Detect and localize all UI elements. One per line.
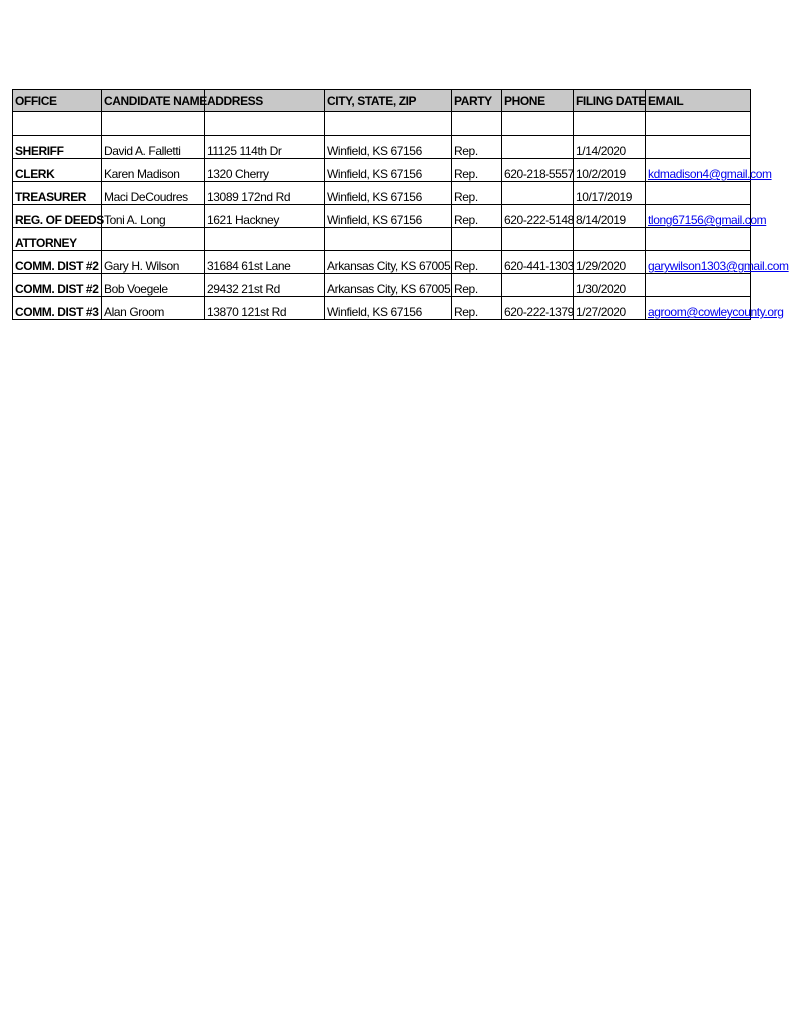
phone-cell: [502, 228, 574, 251]
office-cell: ATTORNEY: [13, 228, 102, 251]
office-cell: SHERIFF: [13, 136, 102, 159]
header-phone: PHONE: [502, 90, 574, 112]
header-party: PARTY: [452, 90, 502, 112]
filing-date-cell: [574, 228, 646, 251]
phone-cell: [502, 136, 574, 159]
table-row: [13, 182, 751, 205]
address-cell: 31684 61st Lane: [205, 251, 325, 274]
blank-cell: [452, 112, 502, 136]
phone-cell: 620-222-5148: [502, 205, 574, 228]
filing-date-cell: 10/2/2019: [574, 159, 646, 182]
candidate-name-cell: Karen Madison: [102, 159, 205, 182]
office-cell: REG. OF DEEDS: [13, 205, 102, 228]
email-link[interactable]: garywilson1303@gmail.com: [646, 251, 751, 274]
email-link[interactable]: agroom@cowleycounty.org: [646, 297, 751, 320]
party-cell: Rep.: [452, 136, 502, 159]
address-cell: [205, 228, 325, 251]
blank-cell: [102, 112, 205, 136]
city-state-zip-cell: Arkansas City, KS 67005: [325, 251, 452, 274]
candidate-name-cell: Maci DeCoudres: [102, 182, 205, 205]
header-filing-date: FILING DATE: [574, 90, 646, 112]
party-cell: Rep.: [452, 297, 502, 320]
filing-date-cell: 10/17/2019: [574, 182, 646, 205]
city-state-zip-cell: Winfield, KS 67156: [325, 297, 452, 320]
city-state-zip-cell: Winfield, KS 67156: [325, 136, 452, 159]
email-link[interactable]: tlong67156@gmail.com: [646, 205, 751, 228]
header-office: OFFICE: [13, 90, 102, 112]
candidate-name-cell: Bob Voegele: [102, 274, 205, 297]
table-row: [13, 251, 751, 274]
city-state-zip-cell: Winfield, KS 67156: [325, 159, 452, 182]
phone-cell: 620-222-1379: [502, 297, 574, 320]
table-row: [13, 274, 751, 297]
filing-date-cell: 1/14/2020: [574, 136, 646, 159]
header-candidate-name: CANDIDATE NAME: [102, 90, 205, 112]
blank-cell: [205, 112, 325, 136]
email-link[interactable]: kdmadison4@gmail.com: [646, 159, 751, 182]
email-cell: [646, 228, 751, 251]
party-cell: Rep.: [452, 182, 502, 205]
candidate-filing-table: [12, 89, 789, 320]
filing-date-cell: 1/29/2020: [574, 251, 646, 274]
table-row: [13, 205, 751, 228]
office-cell: COMM. DIST #2: [13, 274, 102, 297]
header-row: [13, 90, 751, 112]
phone-cell: 620-441-1303: [502, 251, 574, 274]
party-cell: [452, 228, 502, 251]
email-cell: [646, 274, 751, 297]
filing-date-cell: 1/27/2020: [574, 297, 646, 320]
table-row: [13, 228, 751, 251]
candidate-name-cell: David A. Falletti: [102, 136, 205, 159]
city-state-zip-cell: Winfield, KS 67156: [325, 205, 452, 228]
blank-cell: [646, 112, 751, 136]
table-row: [13, 159, 751, 182]
city-state-zip-cell: Winfield, KS 67156: [325, 182, 452, 205]
office-cell: TREASURER: [13, 182, 102, 205]
email-cell: [646, 136, 751, 159]
email-cell: [646, 182, 751, 205]
office-cell: CLERK: [13, 159, 102, 182]
blank-cell: [502, 112, 574, 136]
party-cell: Rep.: [452, 205, 502, 228]
party-cell: Rep.: [452, 274, 502, 297]
office-cell: COMM. DIST #3: [13, 297, 102, 320]
party-cell: Rep.: [452, 159, 502, 182]
address-cell: 1621 Hackney: [205, 205, 325, 228]
table-row: [13, 297, 751, 320]
phone-cell: [502, 182, 574, 205]
candidate-name-cell: Alan Groom: [102, 297, 205, 320]
header-city-state-zip: CITY, STATE, ZIP: [325, 90, 452, 112]
city-state-zip-cell: Arkansas City, KS 67005: [325, 274, 452, 297]
filing-date-cell: 1/30/2020: [574, 274, 646, 297]
address-cell: 13870 121st Rd: [205, 297, 325, 320]
address-cell: 1320 Cherry: [205, 159, 325, 182]
table-row: [13, 136, 751, 159]
phone-cell: 620-218-5557: [502, 159, 574, 182]
blank-row: [13, 112, 751, 136]
city-state-zip-cell: [325, 228, 452, 251]
address-cell: 11125 114th Dr: [205, 136, 325, 159]
candidate-name-cell: [102, 228, 205, 251]
party-cell: Rep.: [452, 251, 502, 274]
address-cell: 13089 172nd Rd: [205, 182, 325, 205]
filing-date-cell: 8/14/2019: [574, 205, 646, 228]
candidate-name-cell: Gary H. Wilson: [102, 251, 205, 274]
candidate-name-cell: Toni A. Long: [102, 205, 205, 228]
blank-cell: [574, 112, 646, 136]
blank-cell: [325, 112, 452, 136]
phone-cell: [502, 274, 574, 297]
header-email: EMAIL: [646, 90, 751, 112]
office-cell: COMM. DIST #2: [13, 251, 102, 274]
blank-cell: [13, 112, 102, 136]
address-cell: 29432 21st Rd: [205, 274, 325, 297]
header-address: ADDRESS: [205, 90, 325, 112]
